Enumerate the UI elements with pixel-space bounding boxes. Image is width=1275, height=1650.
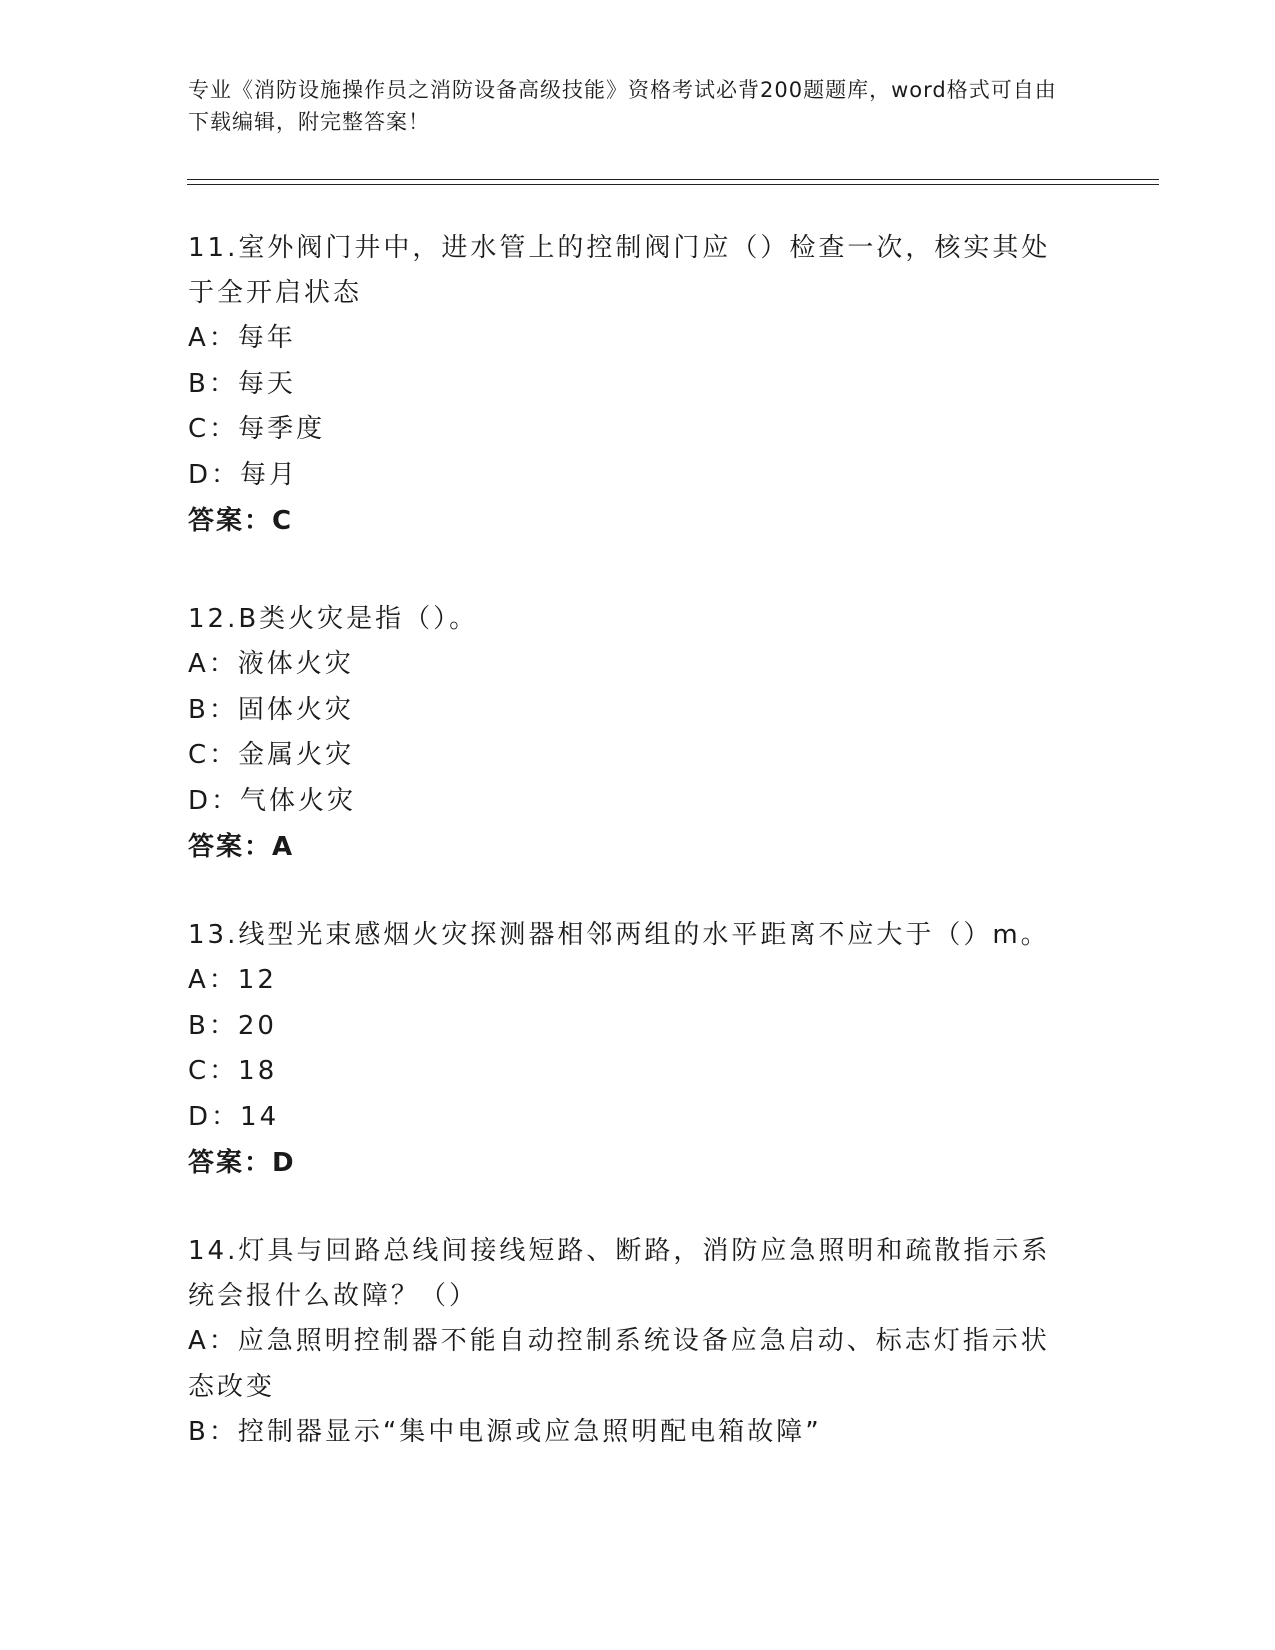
question-11 [188,226,1078,544]
option-a: A：12 [188,965,277,995]
question-12 [188,597,1078,870]
answer-label: 答案：A [188,832,295,862]
option-a: A：每年 [188,323,296,353]
header-title: 专业《消防设施操作员之消防设备高级技能》资格考试必背200题题库，word格式可自由下载编辑，附完整答案！ [188,78,1057,134]
option-b: B：固体火灾 [188,694,354,725]
option-b: B：每天 [188,368,296,399]
header-divider-top [187,179,1159,180]
option-a: A：应急照明控制器不能自动控制系统设备应急启动、标志灯指示状态改变 [188,1326,1050,1402]
option-c: C：金属火灾 [188,740,355,770]
option-b: B：控制器显示“集中电源或应急照明配电箱故障” [188,1417,822,1447]
header-divider-bottom [187,184,1159,185]
option-a: A：液体火灾 [188,649,354,679]
option-b: B：20 [188,1010,277,1041]
option-d: D：每月 [188,459,299,490]
question-13 [188,913,1078,1186]
question-stem: 14.灯具与回路总线间接线短路、断路，消防应急照明和疏散指示系统会报什么故障？（） [188,1236,1051,1311]
question-14 [188,1229,1078,1456]
question-stem: 11.室外阀门井中，进水管上的控制阀门应（）检查一次，核实其处于全开启状态 [188,233,1051,308]
option-d: D：14 [188,1101,280,1132]
question-stem: 12.B类火灾是指（）。 [188,604,479,634]
document-header [188,74,1068,138]
answer-label: 答案：C [188,506,294,536]
answer-label: 答案：D [188,1148,296,1178]
option-d: D：气体火灾 [188,785,357,816]
option-c: C：18 [188,1056,278,1086]
question-stem: 13.线型光束感烟火灾探测器相邻两组的水平距离不应大于（）m。 [188,920,1050,950]
option-c: C：每季度 [188,414,326,444]
